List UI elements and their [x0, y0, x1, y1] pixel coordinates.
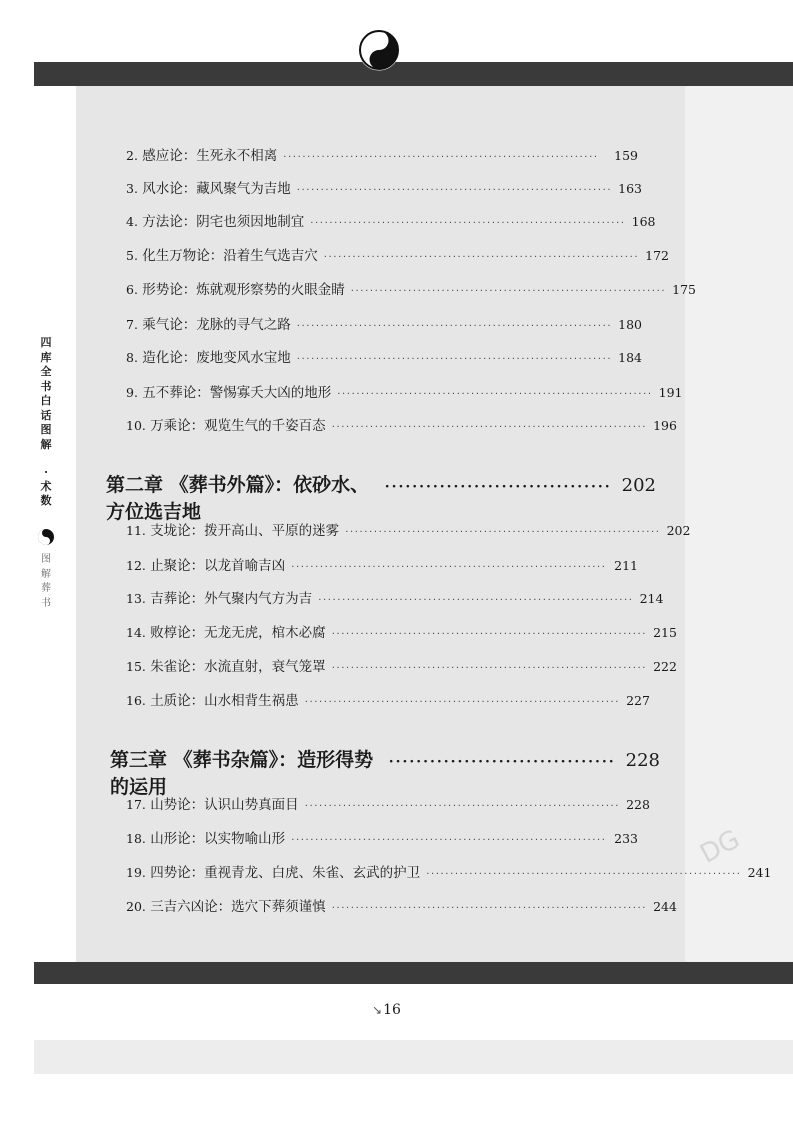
- toc-entry[interactable]: [126, 621, 677, 641]
- toc-entry-page: 241: [747, 865, 772, 880]
- toc-entry-title: 风水论：藏风聚气为吉地: [142, 181, 291, 197]
- chapter-page: 202: [621, 475, 656, 496]
- toc-entry-number: 8.: [126, 350, 138, 365]
- leader-dots: ··································································: [304, 697, 621, 708]
- spine-separator: ·: [44, 466, 48, 479]
- toc-entry-number: 9.: [126, 385, 138, 400]
- spine-char: 解: [41, 568, 51, 580]
- toc-entry-title: 五不葬论：警惕寡夭大凶的地形: [142, 385, 332, 401]
- page-number-swash: ↘: [372, 1003, 383, 1017]
- toc-entry-number: 7.: [126, 317, 138, 332]
- toc-entry-page: 196: [653, 418, 677, 433]
- toc-entry-title: 山形论：以实物喻山形: [150, 831, 286, 847]
- toc-entry-number: 5.: [126, 248, 138, 263]
- leader-dots: ··································································: [331, 629, 648, 640]
- toc-entry-title: 山势论：认识山势真面目: [150, 797, 299, 813]
- spine-char: 全: [40, 365, 52, 378]
- toc-entry-page: 180: [618, 317, 642, 332]
- toc-entry-number: 6.: [126, 282, 138, 297]
- toc-entry[interactable]: [126, 793, 650, 813]
- toc-entry-page: 228: [626, 797, 650, 812]
- spine-char: 书: [41, 597, 51, 609]
- toc-entry-page: 184: [618, 350, 642, 365]
- spine-char: 白: [40, 394, 52, 407]
- toc-entry-number: 16.: [126, 693, 146, 708]
- toc-entry[interactable]: [126, 519, 691, 539]
- page-number: [372, 1002, 401, 1018]
- leader-dots: ·································: [384, 479, 612, 495]
- toc-entry[interactable]: [126, 554, 638, 574]
- leader-dots: ··································································: [304, 801, 621, 812]
- toc-entry[interactable]: [126, 177, 642, 197]
- toc-entry[interactable]: [126, 244, 669, 264]
- spine-book-title: [38, 553, 54, 611]
- page-number-value: 16: [383, 1002, 401, 1018]
- toc-entry-title: 土质论：山水相背生祸患: [150, 693, 299, 709]
- toc-entry[interactable]: [126, 689, 650, 709]
- toc-entry-page: 191: [658, 385, 683, 400]
- toc-entry-number: 4.: [126, 214, 138, 229]
- chapter-heading[interactable]: [106, 470, 656, 524]
- leader-dots: ··································································: [310, 218, 626, 229]
- chapter-page: 228: [625, 750, 660, 771]
- spine-char: 书: [40, 379, 52, 393]
- toc-entry-page: 211: [614, 558, 638, 573]
- toc-entry-title: 万乘论：观览生气的千姿百态: [150, 418, 326, 434]
- chapter-title: 第三章 《葬书杂篇》：造形得势的运用: [110, 749, 374, 798]
- toc-entry-number: 19.: [126, 865, 146, 880]
- toc-entry[interactable]: [126, 827, 638, 847]
- toc-entry[interactable]: [126, 381, 683, 401]
- toc-entry-page: 168: [631, 214, 656, 229]
- spine-category: [38, 466, 54, 508]
- toc-entry-page: 159: [614, 148, 638, 163]
- toc-entry-title: 支垅论：拨开高山、平原的迷雾: [150, 523, 340, 539]
- toc-entry-title: 化生万物论：沿着生气选吉穴: [142, 248, 318, 264]
- spine-char: 术: [40, 480, 52, 493]
- toc-entry-number: 17.: [126, 797, 146, 812]
- yin-yang-icon: [36, 527, 56, 547]
- spine-char: 库: [40, 350, 52, 364]
- toc-entry-number: 14.: [126, 625, 146, 640]
- header-bar: [34, 62, 793, 86]
- toc-entry-title: 造化论：废地变风水宝地: [142, 350, 291, 366]
- toc-entry-title: 三吉六凶论：选穴下葬须谨慎: [150, 899, 326, 915]
- toc-entry[interactable]: [126, 210, 656, 230]
- toc-entry-title: 四势论：重视青龙、白虎、朱雀、玄武的护卫: [150, 865, 421, 881]
- toc-entry[interactable]: [126, 346, 642, 366]
- yin-yang-icon: [355, 28, 403, 72]
- toc-entry-number: 15.: [126, 659, 146, 674]
- spine-char: 话: [40, 408, 52, 422]
- spine-char: 数: [40, 494, 52, 507]
- toc-entry-title: 感应论：生死永不相离: [142, 148, 278, 164]
- toc-entry-page: 214: [639, 591, 664, 606]
- toc-entry[interactable]: [126, 655, 677, 675]
- toc-entry-number: 10.: [126, 418, 146, 433]
- watermark-text: DG: [695, 824, 745, 870]
- toc-entry-title: 方法论：阴宅也须因地制宜: [142, 214, 305, 230]
- leader-dots: ··································································: [296, 354, 613, 365]
- leader-dots: ··································································: [283, 152, 599, 163]
- leader-dots: ··································································: [296, 185, 613, 196]
- leader-dots: ··································································: [291, 562, 607, 573]
- toc-entry-page: 163: [618, 181, 642, 196]
- leader-dots: ··································································: [318, 595, 634, 606]
- leader-dots: ··································································: [345, 527, 661, 538]
- leader-dots: ··································································: [337, 389, 653, 400]
- toc-entry-page: 202: [666, 523, 691, 538]
- toc-entry-number: 18.: [126, 831, 146, 846]
- toc-entry-page: 227: [626, 693, 650, 708]
- toc-entry-page: 172: [645, 248, 669, 263]
- toc-entry-title: 朱雀论：水流直射，衰气笼罩: [150, 659, 326, 675]
- toc-entry[interactable]: [126, 587, 664, 607]
- toc-entry-number: 11.: [126, 523, 146, 538]
- spine-char: 四: [40, 336, 52, 349]
- toc-entry[interactable]: [126, 414, 677, 434]
- chapter-title: 第二章 《葬书外篇》：依砂水、方位选吉地: [106, 474, 370, 523]
- toc-entry-page: 244: [653, 899, 677, 914]
- footer-bar: [34, 962, 793, 984]
- toc-entry[interactable]: [126, 861, 772, 881]
- leader-dots: ··································································: [323, 252, 640, 263]
- toc-entry[interactable]: [126, 895, 677, 915]
- spine-char: 图: [41, 554, 51, 565]
- footer-band: [34, 1040, 793, 1074]
- chapter-heading[interactable]: [110, 745, 660, 799]
- spine-char: 图: [40, 423, 52, 436]
- toc-entry-page: 222: [653, 659, 677, 674]
- toc-entry-page: 233: [614, 831, 638, 846]
- toc-entry-number: 20.: [126, 899, 146, 914]
- spine-series-title: [38, 336, 54, 452]
- toc-entry-title: 败椁论：无龙无虎，棺木必腐: [150, 625, 326, 641]
- toc-entry-number: 2.: [126, 148, 138, 163]
- leader-dots: ··································································: [426, 869, 742, 880]
- content-panel-edge: [685, 86, 793, 962]
- spine-char: 葬: [41, 583, 51, 594]
- leader-dots: ··································································: [350, 286, 667, 297]
- toc-entry[interactable]: [126, 278, 696, 298]
- toc-entry-title: 形势论：炼就观形察势的火眼金睛: [142, 282, 345, 298]
- toc-entry[interactable]: [126, 144, 638, 164]
- toc-entry-title: 乘气论：龙脉的寻气之路: [142, 317, 291, 333]
- toc-entry-title: 吉葬论：外气聚内气方为吉: [150, 591, 313, 607]
- toc-entry-number: 13.: [126, 591, 146, 606]
- leader-dots: ··································································: [291, 835, 607, 846]
- spine-char: 解: [40, 437, 52, 451]
- toc-entry-page: 215: [653, 625, 677, 640]
- leader-dots: ··································································: [331, 903, 648, 914]
- toc-entry-page: 175: [672, 282, 696, 297]
- leader-dots: ··································································: [331, 663, 648, 674]
- toc-entry-title: 止聚论：以龙首喻吉凶: [150, 558, 286, 574]
- leader-dots: ·································: [388, 754, 616, 770]
- toc-entry-number: 12.: [126, 558, 146, 573]
- leader-dots: ··································································: [331, 422, 648, 433]
- toc-entry-number: 3.: [126, 181, 138, 196]
- leader-dots: ··································································: [296, 321, 613, 332]
- toc-entry[interactable]: [126, 313, 642, 333]
